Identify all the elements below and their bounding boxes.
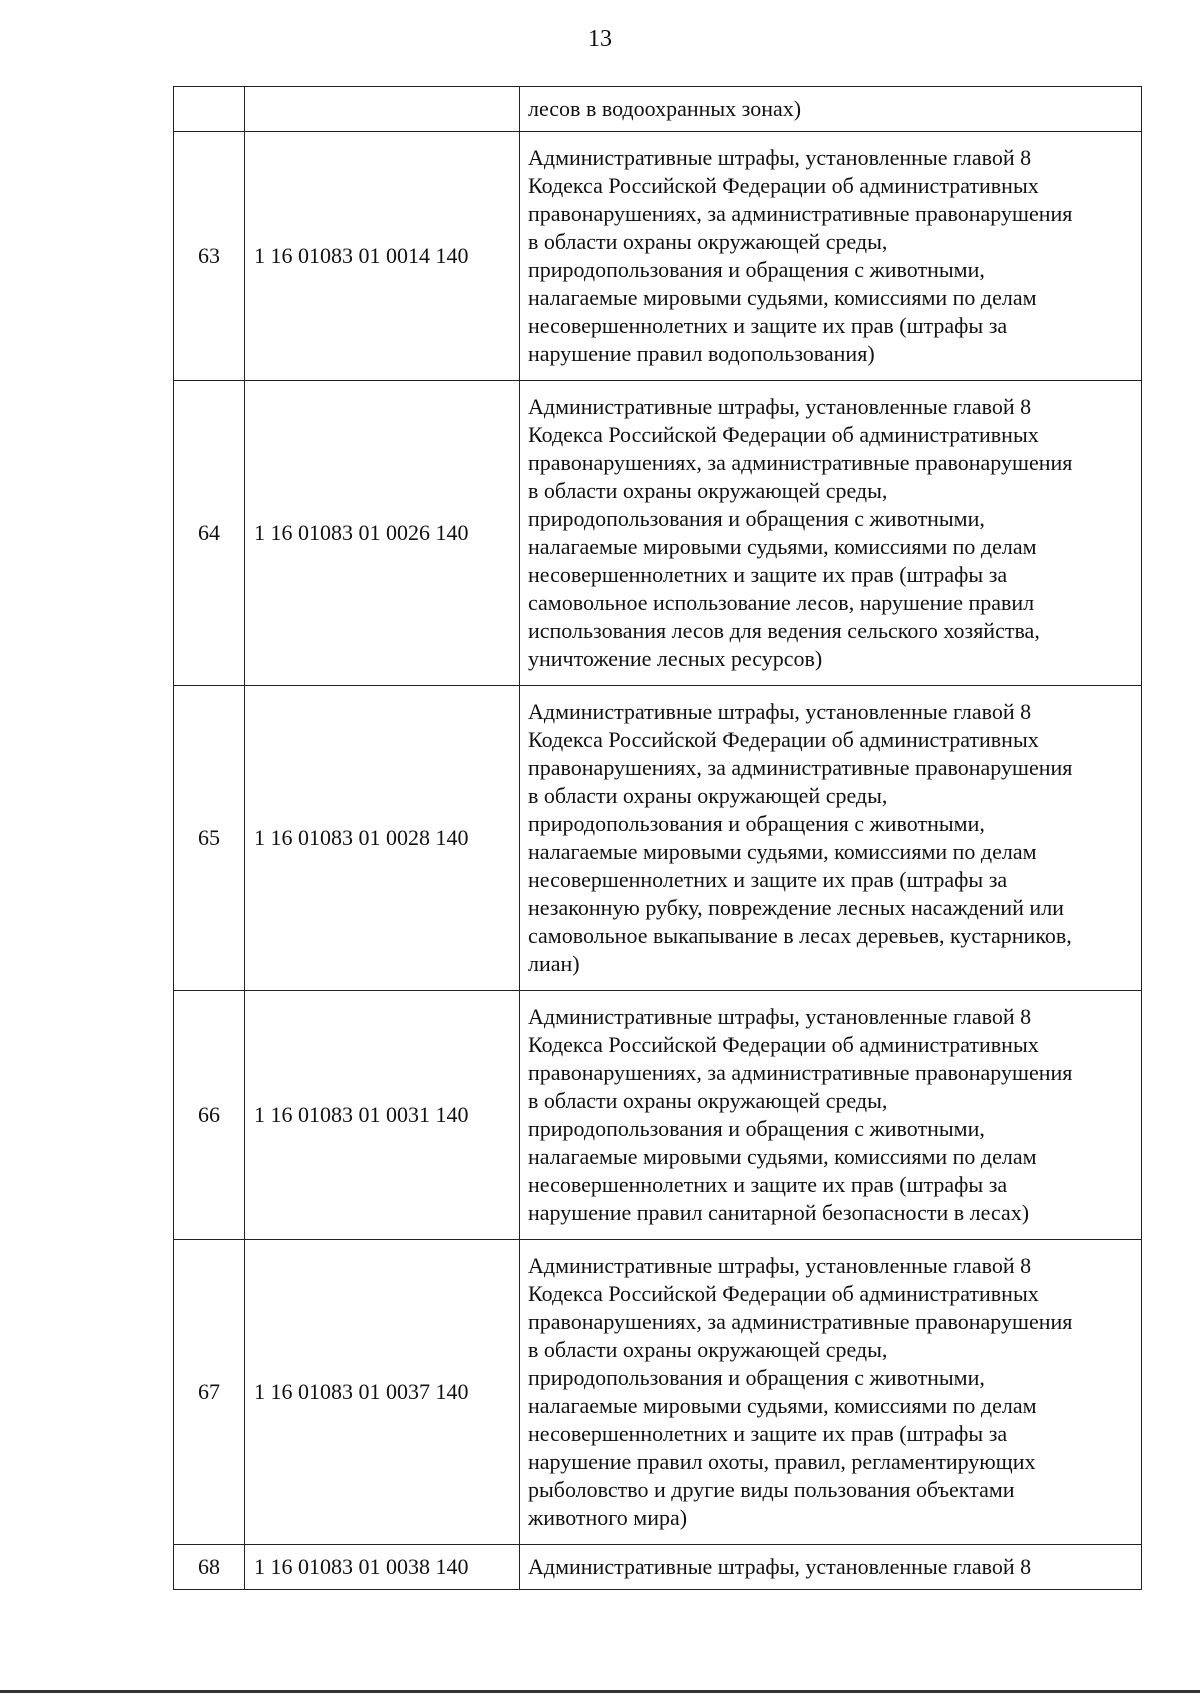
fine-description: Административные штрафы, установленные главой 8 bbox=[520, 1545, 1142, 1590]
fine-description: Административные штрафы, установленные главой 8 Кодекса Российской Федерации об административных правонарушениях, за административные правонарушения в области охраны окружающей среды, природопользования и обращения с животными, налагаемые мировыми судьями, комиссиями по делам несовершеннолетних и защите их прав (штрафы за нарушение правил водопользования) bbox=[520, 132, 1142, 381]
fines-table-body bbox=[174, 87, 1142, 1590]
table-row bbox=[174, 381, 1142, 686]
row-number: 66 bbox=[174, 991, 245, 1240]
table-row bbox=[174, 132, 1142, 381]
table-row bbox=[174, 1545, 1142, 1590]
fine-description: Административные штрафы, установленные главой 8 Кодекса Российской Федерации об административных правонарушениях, за административные правонарушения в области охраны окружающей среды, природопользования и обращения с животными, налагаемые мировыми судьями, комиссиями по делам несовершеннолетних и защите их прав (штрафы за самовольное использование лесов, нарушение правил использования лесов для ведения сельского хозяйства, уничтожение лесных ресурсов) bbox=[520, 381, 1142, 686]
budget-code: 1 16 01083 01 0014 140 bbox=[245, 132, 520, 381]
budget-code: 1 16 01083 01 0028 140 bbox=[245, 686, 520, 991]
row-number: 68 bbox=[174, 1545, 245, 1590]
fine-description: лесов в водоохранных зонах) bbox=[520, 87, 1142, 132]
fine-description: Административные штрафы, установленные главой 8 Кодекса Российской Федерации об административных правонарушениях, за административные правонарушения в области охраны окружающей среды, природопользования и обращения с животными, налагаемые мировыми судьями, комиссиями по делам несовершеннолетних и защите их прав (штрафы за незаконную рубку, повреждение лесных насаждений или самовольное выкапывание в лесах деревьев, кустарников, лиан) bbox=[520, 686, 1142, 991]
fines-table bbox=[173, 86, 1142, 1590]
row-number: 65 bbox=[174, 686, 245, 991]
fine-description: Административные штрафы, установленные главой 8 Кодекса Российской Федерации об административных правонарушениях, за административные правонарушения в области охраны окружающей среды, природопользования и обращения с животными, налагаемые мировыми судьями, комиссиями по делам несовершеннолетних и защите их прав (штрафы за нарушение правил охоты, правил, регламентирующих рыболовство и другие виды пользования объектами животного мира) bbox=[520, 1240, 1142, 1545]
budget-code bbox=[245, 87, 520, 132]
table-row bbox=[174, 1240, 1142, 1545]
scan-bottom-edge bbox=[0, 1690, 1200, 1693]
table-row bbox=[174, 686, 1142, 991]
row-number: 63 bbox=[174, 132, 245, 381]
budget-code: 1 16 01083 01 0026 140 bbox=[245, 381, 520, 686]
page-number: 13 bbox=[588, 26, 612, 52]
table-row bbox=[174, 991, 1142, 1240]
fine-description: Административные штрафы, установленные главой 8 Кодекса Российской Федерации об административных правонарушениях, за административные правонарушения в области охраны окружающей среды, природопользования и обращения с животными, налагаемые мировыми судьями, комиссиями по делам несовершеннолетних и защите их прав (штрафы за нарушение правил санитарной безопасности в лесах) bbox=[520, 991, 1142, 1240]
row-number: 64 bbox=[174, 381, 245, 686]
budget-code: 1 16 01083 01 0037 140 bbox=[245, 1240, 520, 1545]
table-row bbox=[174, 87, 1142, 132]
budget-code: 1 16 01083 01 0038 140 bbox=[245, 1545, 520, 1590]
row-number: 67 bbox=[174, 1240, 245, 1545]
row-number bbox=[174, 87, 245, 132]
budget-code: 1 16 01083 01 0031 140 bbox=[245, 991, 520, 1240]
